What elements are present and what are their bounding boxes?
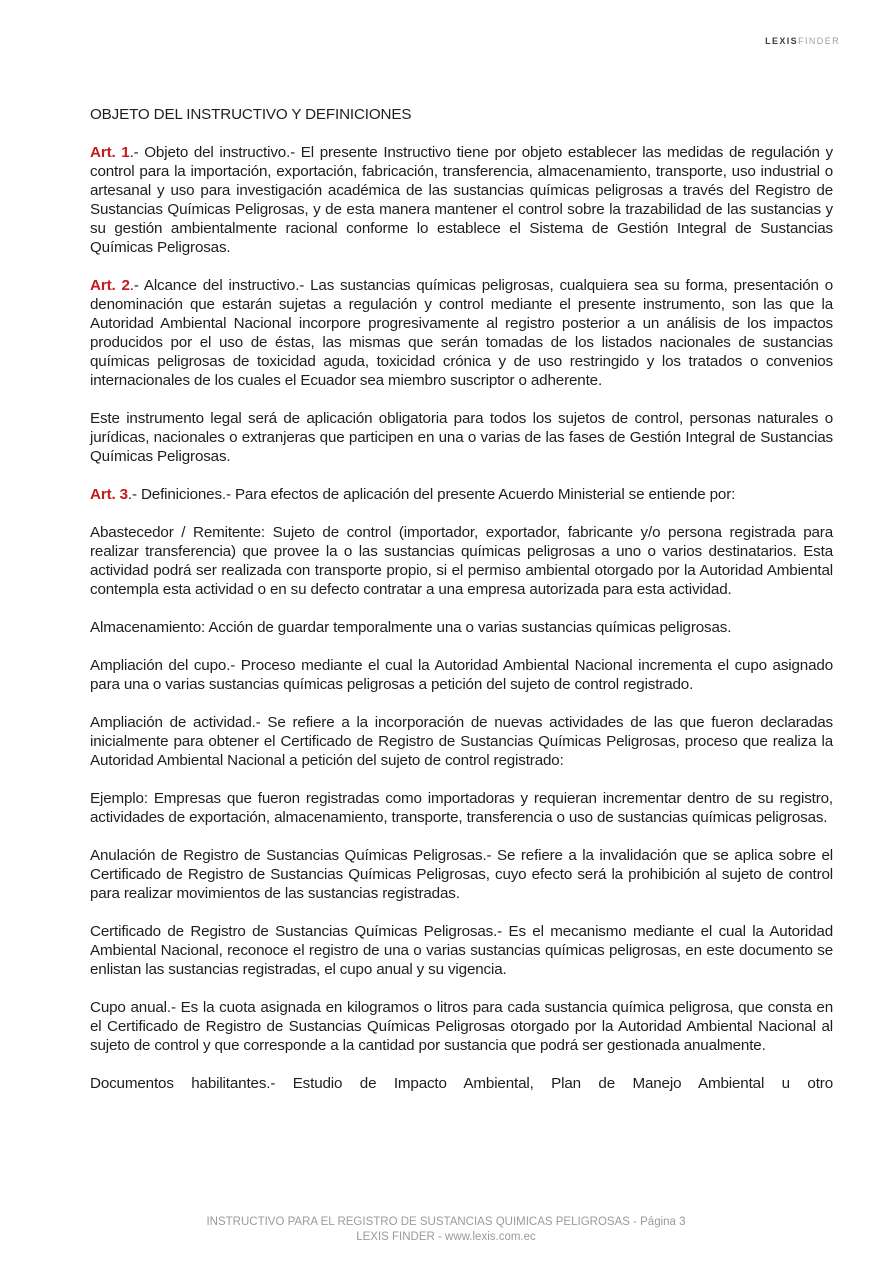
paragraph-aplicacion: Este instrumento legal será de aplicación obligatoria para todos los sujetos de control, personas naturales o jurídicas, nacionales o extranjeras que participen en una o varias de las fases de Gestión Integral de Sustancias Químicas Peligrosas. (90, 410, 833, 465)
article-text: .- Alcance del instructivo.- Las sustancias químicas peligrosas, cualquiera sea su forma, presentación o denominación que estarán sujetas a regulación y control mediante el presente instrumento, son las que la Autoridad Ambiental Nacional incorpore progresivamente al registro posterior a un análisis de los impactos producidos por el uso de éstas, las mismas que serán tomadas de los listados nacionales de sustancias químicas peligrosas de toxicidad aguda, toxicidad crónica y de uso restringido y los tratados o convenios internacionales de los cuales el Ecuador sea miembro suscriptor o adherente. (90, 277, 834, 389)
article-3 (90, 485, 833, 504)
article-label: Art. 3 (90, 486, 128, 503)
footer-site: LEXIS FINDER - www.lexis.com.ec (356, 1231, 536, 1243)
footer-document-title: INSTRUCTIVO PARA EL REGISTRO DE SUSTANCIAS QUIMICAS PELIGROSAS - Página 3 (206, 1216, 686, 1228)
definition-ejemplo: Ejemplo: Empresas que fueron registradas como importadoras y requieran incrementar dentro de su registro, actividades de exportación, almacenamiento, transporte, transferencia o uso de sustancias químicas peligrosas. (90, 790, 833, 826)
page-footer (0, 1215, 892, 1245)
article-1 (90, 143, 833, 257)
definition-almacenamiento: Almacenamiento: Acción de guardar temporalmente una o varias sustancias químicas peligrosas. (90, 619, 732, 636)
logo-light-text: FINDER (798, 36, 840, 46)
definition-abastecedor: Abastecedor / Remitente: Sujeto de control (importador, exportador, fabricante y/o persona registrada para realizar transferencia) que provee la o las sustancias químicas peligrosas a uno o varios destinatarios. Esta actividad podrá ser realizada con transporte propio, si el permiso ambiental otorgado por la Autoridad Ambiental contempla esta actividad o en su defecto contratar a una empresa autorizada para esta actividad. (90, 524, 833, 598)
document-body (90, 105, 833, 1112)
article-label: Art. 1 (90, 144, 130, 161)
article-text: .- Objeto del instructivo.- El presente Instructivo tiene por objeto establecer las medidas de regulación y control para la importación, exportación, fabricación, transferencia, almacenamiento, transporte, uso industrial o artesanal y uso para investigación académica de las sustancias químicas peligrosas a través del Registro de Sustancias Químicas Peligrosas, y de esta manera mantener el control sobre la trazabilidad de las sustancias y su gestión ambientalmente racional conforme lo establece el Sistema de Gestión Integral de Sustancias Químicas Peligrosas. (90, 144, 833, 256)
logo-bold-text: LEXIS (765, 36, 799, 46)
article-2 (90, 276, 833, 390)
definition-cupo-anual: Cupo anual.- Es la cuota asignada en kilogramos o litros para cada sustancia química peligrosa, que consta en el Certificado de Registro de Sustancias Químicas Peligrosas otorgado por la Autoridad Ambiental Nacional al sujeto de control y que corresponde a la cantidad por sustancia que podrá ser gestionada anualmente. (90, 999, 833, 1054)
article-label: Art. 2 (90, 277, 130, 294)
article-text: .- Definiciones.- Para efectos de aplicación del presente Acuerdo Ministerial se entiende por: (127, 486, 736, 503)
definition-ampliacion-cupo: Ampliación del cupo.- Proceso mediante el cual la Autoridad Ambiental Nacional incrementa el cupo asignado para una o varias sustancias químicas peligrosas a petición del sujeto de control registrado. (90, 657, 833, 693)
definition-ampliacion-actividad: Ampliación de actividad.- Se refiere a la incorporación de nuevas actividades de las que fueron declaradas inicialmente para obtener el Certificado de Registro de Sustancias Químicas Peligrosas, proceso que realiza la Autoridad Ambiental Nacional a petición del sujeto de control registrado: (90, 714, 833, 769)
definition-certificado: Certificado de Registro de Sustancias Químicas Peligrosas.- Es el mecanismo mediante el cual la Autoridad Ambiental Nacional, reconoce el registro de una o varias sustancias químicas peligrosas, en este documento se enlistan las sustancias registradas, el cupo anual y su vigencia. (90, 923, 833, 978)
section-heading: OBJETO DEL INSTRUCTIVO Y DEFINICIONES (90, 106, 412, 123)
definition-documentos-habilitantes: Documentos habilitantes.- Estudio de Impacto Ambiental, Plan de Manejo Ambiental u otro (90, 1075, 833, 1092)
definition-anulacion: Anulación de Registro de Sustancias Químicas Peligrosas.- Se refiere a la invalidación que se aplica sobre el Certificado de Registro de Sustancias Químicas Peligrosas, cuyo efecto será la prohibición al sujeto de control para realizar movimientos de las sustancias registradas. (90, 847, 833, 902)
lexis-finder-logo (765, 36, 840, 46)
